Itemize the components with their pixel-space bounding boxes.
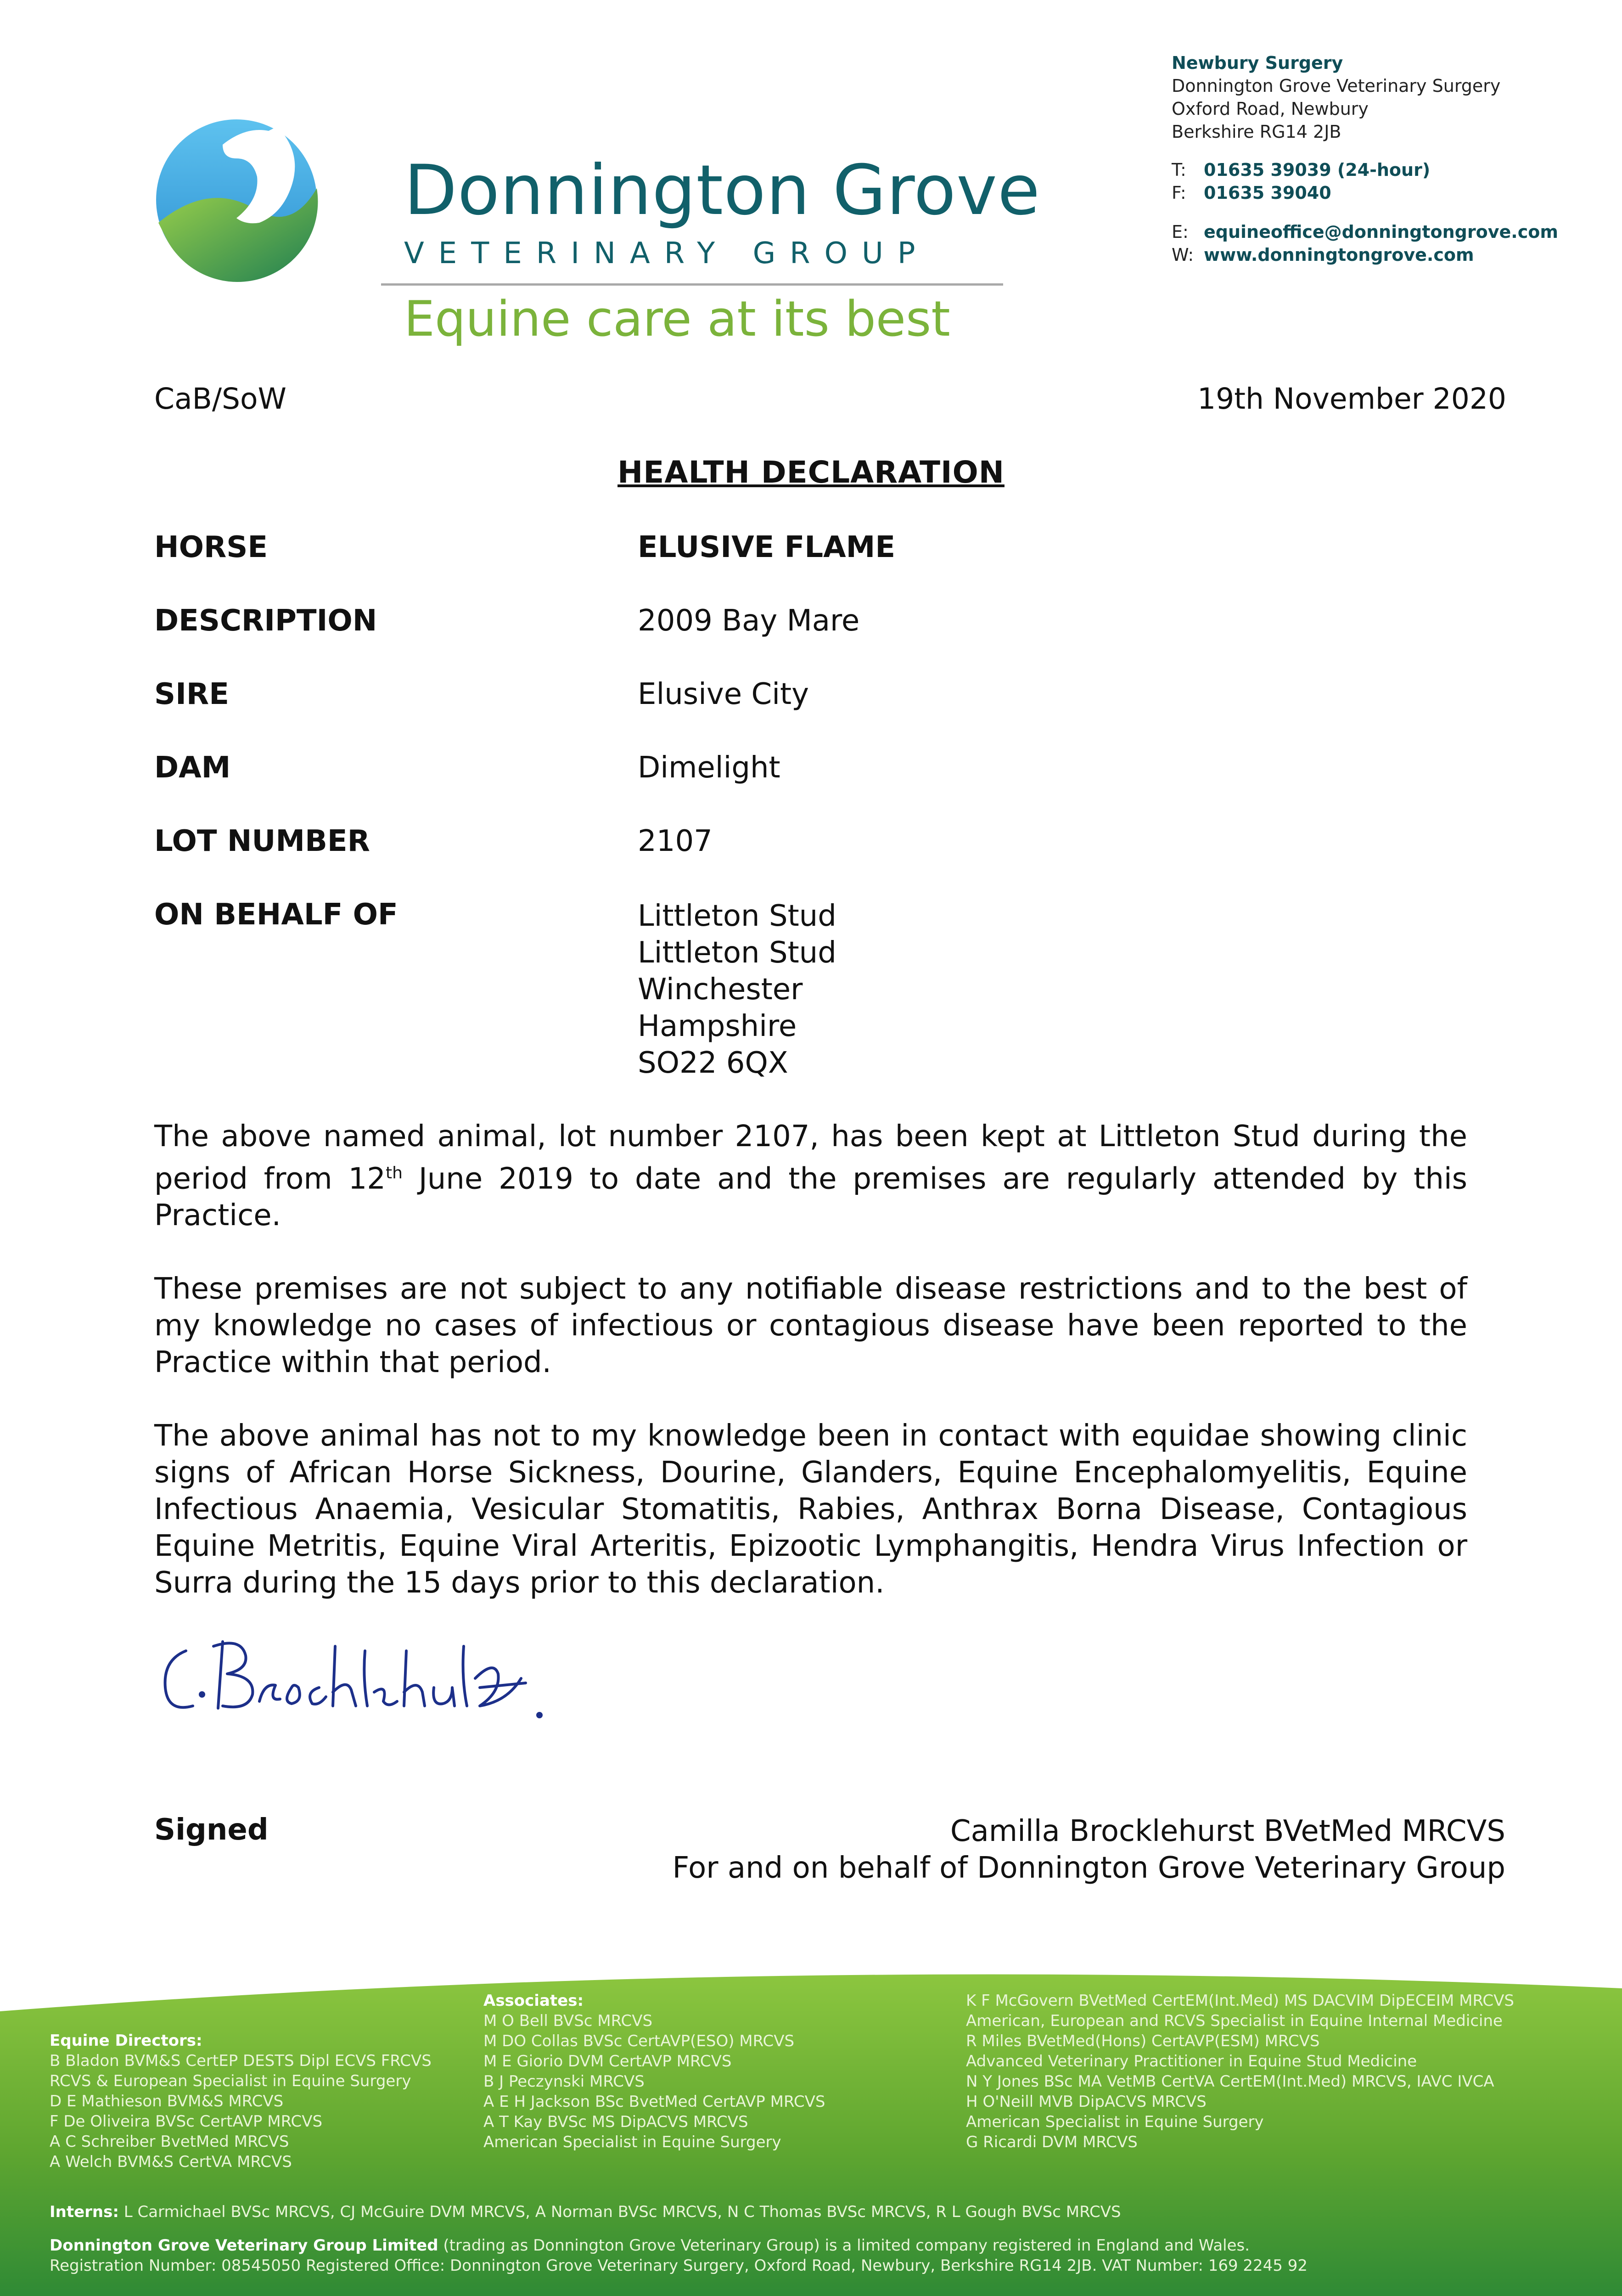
company-name: Donnington Grove Veterinary Group Limited bbox=[50, 2236, 438, 2255]
associate-line: American Specialist in Equine Surgery bbox=[483, 2133, 781, 2151]
company-text: (trading as Donnington Grove Veterinary Group) is a limited company registered in England and Wales. bbox=[438, 2236, 1250, 2255]
field-row-horse bbox=[154, 530, 1486, 604]
company-info bbox=[50, 2235, 1308, 2276]
brand-name: Donnington Grove bbox=[404, 151, 1041, 231]
address-line: Oxford Road, Newbury bbox=[1172, 99, 1369, 119]
field-row-sire bbox=[154, 677, 1486, 751]
ordinal-suffix: th bbox=[386, 1164, 403, 1182]
directors-list bbox=[50, 2031, 432, 2172]
web-label: W: bbox=[1172, 245, 1194, 265]
horse-logo-icon bbox=[154, 108, 333, 282]
paragraph: The above animal has not to my knowledge been in contact with equidae showing clinic signs of African Horse Sickness, Dourine, Glanders, Equine Encephalomyelitis, Equine Infectious Anaemia, Vesicular Stomatitis, Rabies, Anthrax Borna Disease, Contagious Equine Metritis, Equine Viral Arteritis, Epizootic Lymphangitis, Hendra Virus Infection or Surra during the 15 days prior to this declaration. bbox=[154, 1419, 1467, 1600]
footer-heading: Interns: bbox=[50, 2203, 119, 2221]
document-title: HEALTH DECLARATION bbox=[617, 455, 1005, 490]
paragraph-text: June 2019 to date and the premises are regularly attended by this Practice. bbox=[154, 1162, 1468, 1233]
director-line: B Bladon BVM&S CertEP DESTS Dipl ECVS FRCVS bbox=[50, 2052, 432, 2070]
signer-behalf: For and on behalf of Donnington Grove Veterinary Group bbox=[672, 1851, 1505, 1885]
horse-details bbox=[154, 530, 1486, 1091]
field-row-behalf bbox=[154, 898, 1486, 1091]
signer-name: Camilla Brocklehurst BVetMed MRCVS bbox=[950, 1814, 1505, 1848]
associate-line: K F McGovern BVetMed CertEM(Int.Med) MS DACVIM DipECEIM MRCVS bbox=[966, 1992, 1514, 2010]
email-label: E: bbox=[1172, 222, 1189, 242]
associate-line: Advanced Veterinary Practitioner in Equine Stud Medicine bbox=[966, 2052, 1417, 2071]
associate-line: R Miles BVetMed(Hons) CertAVP(ESM) MRCVS bbox=[966, 2032, 1320, 2050]
field-label: LOT NUMBER bbox=[154, 824, 370, 858]
letter-date: 19th November 2020 bbox=[1197, 382, 1506, 416]
email-address: equineoffice@donningtongrove.com bbox=[1204, 222, 1558, 242]
footer-heading: Equine Directors: bbox=[50, 2032, 202, 2050]
address-line: Berkshire RG14 2JB bbox=[1172, 122, 1341, 142]
director-line: D E Mathieson BVM&S MRCVS bbox=[50, 2092, 284, 2110]
director-line: A C Schreiber BvetMed MRCVS bbox=[50, 2133, 289, 2151]
behalf-line: SO22 6QX bbox=[638, 1046, 788, 1080]
field-row-lot bbox=[154, 824, 1486, 898]
associate-line: M E Giorio DVM CertAVP MRCVS bbox=[483, 2052, 732, 2071]
handwritten-signature bbox=[158, 1632, 562, 1738]
lot-number: 2107 bbox=[638, 824, 713, 858]
fax-label: F: bbox=[1172, 183, 1186, 203]
behalf-line: Hampshire bbox=[638, 1009, 797, 1043]
contact-details bbox=[1172, 158, 1558, 266]
brand-divider bbox=[381, 283, 1003, 286]
interns-list: L Carmichael BVSc MRCVS, CJ McGuire DVM MRCVS, A Norman BVSc MRCVS, N C Thomas BVSc MRCVS, R L Gough BVSc MRCVS bbox=[123, 2203, 1121, 2221]
surgery-address bbox=[1172, 51, 1500, 143]
fax-number: 01635 39040 bbox=[1204, 183, 1331, 203]
brand-subtitle: VETERINARY GROUP bbox=[404, 236, 930, 270]
horse-description: 2009 Bay Mare bbox=[638, 604, 860, 638]
footer-heading: Associates: bbox=[483, 1992, 584, 2010]
field-label: HORSE bbox=[154, 530, 268, 564]
associate-line: A T Kay BVSc MS DipACVS MRCVS bbox=[483, 2113, 748, 2131]
director-line: RCVS & European Specialist in Equine Surgery bbox=[50, 2072, 411, 2090]
associate-line: American Specialist in Equine Surgery bbox=[966, 2113, 1264, 2131]
letter-reference: CaB/SoW bbox=[154, 382, 286, 416]
field-label: DAM bbox=[154, 751, 231, 785]
associate-line: M O Bell BVSc MRCVS bbox=[483, 2012, 653, 2030]
paragraph-text: The above named animal, lot number 2107, has been kept at Littleton Stud during the period from 12 bbox=[154, 1120, 1467, 1196]
declaration-text bbox=[154, 1118, 1467, 1638]
associate-line: A E H Jackson BSc BvetMed CertAVP MRCVS bbox=[483, 2093, 825, 2111]
associate-line: H O'Neill MVB DipACVS MRCVS bbox=[966, 2093, 1207, 2111]
registration-info: Registration Number: 08545050 Registered Office: Donnington Grove Veterinary Surgery, Oxford Road, Newbury, Berkshire RG14 2JB. VAT Number: 169 2245 92 bbox=[50, 2257, 1308, 2275]
paragraph bbox=[154, 1118, 1467, 1234]
director-line: A Welch BVM&S CertVA MRCVS bbox=[50, 2153, 292, 2171]
signed-label: Signed bbox=[154, 1813, 269, 1847]
field-label: SIRE bbox=[154, 677, 229, 711]
field-label: DESCRIPTION bbox=[154, 604, 377, 638]
behalf-line: Littleton Stud bbox=[638, 899, 836, 933]
horse-name: ELUSIVE FLAME bbox=[638, 530, 896, 564]
horse-sire: Elusive City bbox=[638, 677, 809, 711]
surgery-name: Newbury Surgery bbox=[1172, 53, 1343, 73]
paragraph: These premises are not subject to any notifiable disease restrictions and to the best of my knowledge no cases of infectious or contagious disease have been reported to the Practice within that period. bbox=[154, 1272, 1467, 1380]
associate-line: N Y Jones BSc MA VetMB CertVA CertEM(Int.Med) MRCVS, IAVC IVCA bbox=[966, 2072, 1494, 2091]
associate-line: American, European and RCVS Specialist in Equine Internal Medicine bbox=[966, 2012, 1503, 2030]
behalf-line: Littleton Stud bbox=[638, 936, 836, 970]
phone-number: 01635 39039 (24-hour) bbox=[1204, 160, 1431, 180]
field-label: ON BEHALF OF bbox=[154, 898, 398, 932]
associates-list bbox=[483, 1991, 825, 2152]
associates-list-2 bbox=[966, 1991, 1514, 2152]
brand-tagline: Equine care at its best bbox=[404, 291, 950, 347]
director-line: F De Oliveira BVSc CertAVP MRCVS bbox=[50, 2112, 323, 2131]
associate-line: B J Peczynski MRCVS bbox=[483, 2072, 645, 2091]
address-line: Donnington Grove Veterinary Surgery bbox=[1172, 76, 1501, 96]
behalf-address bbox=[638, 898, 836, 1081]
behalf-line: Winchester bbox=[638, 973, 803, 1007]
phone-label: T: bbox=[1172, 160, 1186, 180]
signer-block bbox=[673, 1813, 1505, 1886]
field-row-dam bbox=[154, 751, 1486, 824]
associate-line: M DO Collas BVSc CertAVP(ESO) MRCVS bbox=[483, 2032, 795, 2050]
website: www.donningtongrove.com bbox=[1204, 245, 1474, 265]
horse-dam: Dimelight bbox=[638, 751, 780, 785]
interns-line bbox=[50, 2202, 1121, 2222]
associate-line: G Ricardi DVM MRCVS bbox=[966, 2133, 1138, 2151]
field-row-description bbox=[154, 604, 1486, 677]
